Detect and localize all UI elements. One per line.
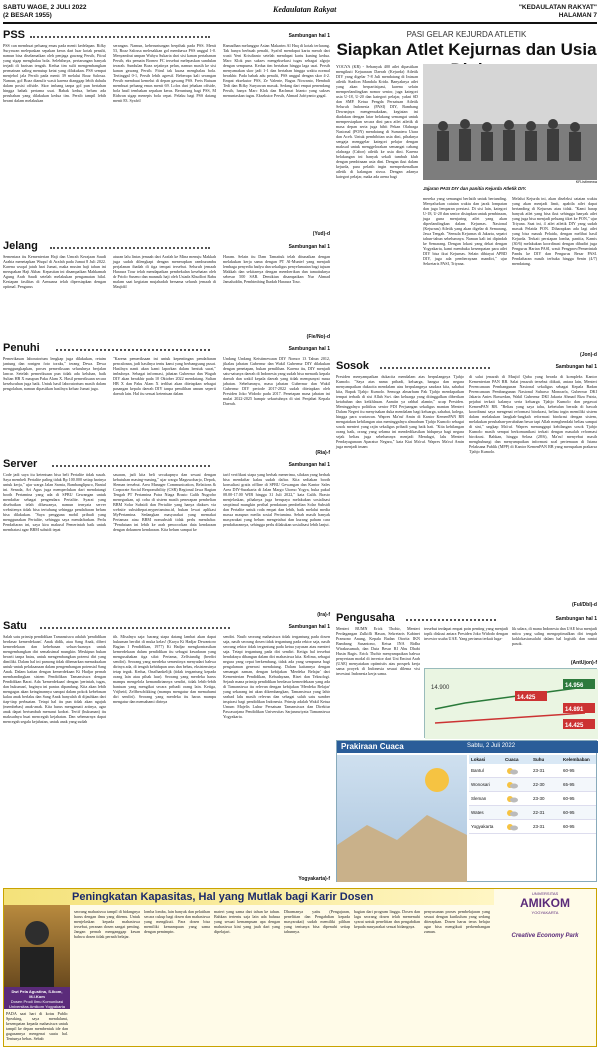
cell-lokasi: Yogyakarta	[471, 824, 494, 829]
table-row	[469, 806, 596, 820]
pss-col-2: serangan. Namun, keberuntungan berpihak pada PSS. Menit 53, Boaz Salossa melesakkan gol membawa PSS unggul 1-0. Menyambut umpan Wahyu Sukarta dari sisi kanan pertahanan Persib, eks pemain Borneo FC tersebut melepaskan sundulan terarah. Sundulan Boaz sejatinya pelan, namun masih ke sisi kanan gawang Persib. Fitrul tak kuasa menghalau bola. Tertinggal 0-1, Persib lebih agresif. Beberapa kali serangan Persib membuat kemelut di depan gawang PSS. Frets Butuan membuat peluang emas menit 69. Lolos dari jebakan offside, bola hasil tembakan sepakan keras. Beruntung bagi PSS, M Ridwan sigap menepis bola cepat. Pelaku bagi PSS datang menit 83. Syafril	[113, 43, 216, 103]
weather-table	[469, 755, 596, 834]
satu-col-3: sendiri. Nasib seorang mahasiswa tidak tergantung pada dosen saja, nasib seorang dosen tidak tergantung pada rektor saja, nasib seorang rektor tidak tergantung pada ketua yayasan atau menteri saja. Tetapi tergantung pada diri sendiri. Ketiga hal tersebut hendaknya dibangun dalam diri mahasiswa kita. Kelima, sebagai negara yang cepat berkembang, tidak ada yang sempurna bagi pengalaman generasi mendatang. Dalam kaitannya dengan semangat zaman, dengan kebijakan 'Merdeka Belajar' dari Kementerian Pendidikan, Kebudayaan, Riset dan Teknologi. Sejauh mana prinsip pendidikan berdasar kemerdekaan yang ada di Tamansiswa itu relevan dengan kebijakan 'Merdeka Belajar' yang sekarang ini akan dikembangkan, Tamansiswa yang lahir seabad lalu masih relevan dan sebagai salah satu sumber inspirasi bagi pendidikan Indonesia. Prinsip adalah Wakil Ketua Umum Majelis Luhur Persatuan Tamansiswa dan Direktur Pascasarjana Pendidikan Universitas Sarjanawiyata Tamansiswa Yogyakarta.	[223, 634, 330, 719]
advertorial	[3, 888, 597, 1047]
ad-slogan: Creative Economy Park	[511, 933, 579, 939]
atlet-col-2: mereka yang semangat berlatih untuk bertanding. Menyalurkan catatan waktu dan jarak lompatan dan juga lemparan prestasi. Di sisi lain, kategori U-18, U-20 dan senior disiapkan untuk pembinaan, juga guna menjaring atlet yang akan diperlandingkan dalam Kejurnas. Nasional (Kejurnas) Atletik yang akan digelar di Semarang, Jawa Tengah. "Semula Kejurnas di Jakarta, sepatri tahun-tahun sebelumnya. Namun kali ini dipindah ke Semarang. Dengan lokasi yang dekat dengan Yogyakarta, kami membuka kesempatan para atlet DIY bisa ikut Kejurnas. Selain dibiayai APBD DIY, juga ada pemberayaan mandiri," ujar Sekretaris PASI, Triyana.	[423, 196, 507, 266]
penuhi-heading: Penuhi	[3, 342, 40, 354]
paper-name: "KEDAULATAN RAKYAT"	[518, 4, 597, 11]
ad-col-5: bagian dari program lingga. Dosen dan lagu seorang dosen telah memenuhi syarat untuk penelitian dan pengabdian kepada masyarakat sesuai bidangnya.	[354, 909, 420, 929]
ad-lead: PADA saat hari di kotas Public Speaking, saya mendalami, kesempatan kepada mahasiswa untuk tampil ke depan membentuk ide dan gagasannya mengenai suatu hal. Tentunya bebas. Sebab	[6, 1011, 68, 1041]
issue-date: SABTU WAGE, 2 JULI 2022	[3, 4, 87, 11]
author-photo	[4, 905, 70, 987]
dotted-rule	[380, 367, 490, 371]
sun-cloud-icon	[505, 764, 533, 777]
byline-tag: (Yud)-d	[312, 231, 330, 237]
byline-tag: (AntUjon)-f	[570, 660, 597, 666]
cell-rh: 60-95	[563, 810, 575, 815]
sun-cloud-icon	[505, 778, 533, 791]
continued-label: Sambungan hal 1	[288, 624, 330, 630]
cell-lokasi: Bantul	[471, 768, 484, 773]
sosok-col-2: di salat jenazah di Masjid Quba yang berada di kompleks Kantor Kementerian PAN RB. Salat jenazah tersebut diikuti, antara lain, Menteri Perencanaan Pembangunan Nasional sekaligus sebagai Kepala Badan Perencanaan Pembangunan Nasional Suharso Monoarfa, Gubernur DKI Jakarta Anies Baswedan, Wakil Gubernur DKI Jakarta Ahmad Riza Patria, pejabat terkait kalanya serta keluarga Tjahjo Kumolo dan pegawai KemenPAN RB. "Beliau yang saya tahu, kebetulan berada di bawah koordinasi saya mengenai reformasi birokrasi, beliau ingin memiliki sistem dalam melakukan langkah-langkah reformasi birokrasi dengan sistem, melakukan perubahan-perubahan besar tapi Allah menghendaki beliau sampai di sini," ungkap Ma'ruf. Wapres menanggapi kehilangan sosok Tjahjo Kumolo masih sempat berkomunikasi terkait dengan masalah reformasi birokrasi. Bahkan, hingga Selasa (28/6), Ma'ruf menyebut masih menghubungi dan menyampaikan informasi soal pertemuan di Istana Pelaksana Publik (MPP) di Kantor KemenPAN RB yang merupakan prakarsa Tjahjo Kumolo.	[469, 374, 597, 454]
continued-label: Sambungan hal 1	[288, 462, 330, 468]
penuhi-col-3: Undang Undang Keistimewaan DIY Nomor 13 Tahun 2012, jikalau jabatan Gubernur dan Wakil Gubernur DIY dilakukan dengan penetapan, bukan pemilihan. Karena itu, DIY menjadi satu-satunya daerah di Indonesia yang sudah bisa menarik kepala daerah dan wakil kepala daerah yang tidak mempunyai masa jabatan. Sebelumnya, masa jabatan Gubernur dan Wakil Gubernur DIY periode 2017-2022 sudah ditetapkan oleh Presiden Joko Widodo pada 2017. Penetapan masa jabatan ini mulai 2022-2025 hampir sekurtuhnya di sini Penjabat Kepala Daerah.	[223, 356, 330, 406]
server-heading: Server	[3, 458, 38, 470]
continued-label: Sambungan hal 1	[555, 364, 597, 370]
value-label: 14.956	[565, 683, 584, 689]
col-cuaca: Cuaca	[505, 757, 519, 762]
byline-tag: Yogyakarta)-f	[298, 876, 330, 882]
continued-label: Sambungan hal 1	[288, 244, 330, 250]
col-suhu: Suhu	[533, 757, 545, 762]
value-label: 14.891	[565, 707, 584, 713]
masthead: Kedaulatan Rakyat	[273, 5, 337, 14]
person-icon	[4, 905, 70, 987]
cell-rh: 60-95	[563, 768, 575, 773]
jelang-heading: Jelang	[3, 240, 38, 252]
cell-suhu: 23-31	[533, 824, 545, 829]
ad-col-4: Dharmanya yaitu (Pengajaran, penelitian dan Pengabdian kepada masyarakat) sudah memiliki pilihan yang tentunya bisa dipenuhi setiap tahunnya.	[284, 909, 350, 934]
byline-tag: (Fie/No)-d	[306, 334, 330, 340]
continued-label: Sambungan hal 1	[288, 346, 330, 352]
cell-lokasi: Wates	[471, 810, 484, 815]
dotted-rule	[56, 349, 210, 353]
weather-box	[336, 740, 597, 882]
pengusaha-col-1: Menteri BUMN Erick Thohir, Menteri Perdagangan Zulkifli Hasan, Sekretaris Kabinet Pramono Anung, Kepala Badan Otorita IKN Bambang Susantono, Ketua INA Ridha Wirakusumah, dan Duta Besar RI Abu Dhabi Husin Bagis. Erick Thohir menyampaikan bahwa penyertaan modal di investor dari Uni Emirat Arab (UAE) menyatakan optimistis atas prospek kerja sama proyek di Indonesia sesuai dilema visi investasi Indonesia kerja sama.	[336, 626, 420, 676]
col-lokasi: Lokasi	[471, 757, 486, 762]
pss-col-1: PSS can membuat peluang emas pada menit kedelapan. Rifky Suryawan melepaskan sepakan keras dari luar kotak penalti, namun bisa diselamatkan oleh penjaga gawang Persib, Fitrul yang sigap menghalau bola. Selebihnya, pertarungan banyak terjadi di barisan tengah. Kedua tim sulit mengembangkan permainan saling menutup ketat yang dilakukan. PSS sempat menjebol jala Persib pada menit 39 melalui Boaz Salossa. Namun, gol Boaz dianulir wasit karena dianggap lebih dahulu dalam posisi offside. Skor imbang tanpa gol pun bertahan hingga babak pertama usai. Babak kedua, belum ada perubahan yang dilakukan kedua tim. Persib tampil lebih berani dalam melakukan	[3, 43, 106, 103]
server-col-3: tarif verifikasi siapa yang berhak menerima, silakan yang berhak bisa mendaftar kalau sudah daftar. Kita sediakan booth konsultasi gratis offline di SPBU Gewangan dan Kantor Sales Area DIY-Surakarta di Jalan Margo Utomo Yogya, buka pukul 08.00-17.00 WIB hingga 31 Juli 2022," kata Galih. Brasto menjelaskan, pihaknya juga berupaya melakukan sosialisasi seoptimal mungkin perihal pendataan pembelian Solar Subsidi dan Pertalite untuk roda empat dan lebih, baik melalui media massa maupun media sosial Pertamina. Sebab masih banyak masyarakat yang belum mengetahui dan kurang paham cara pendaftarannya, sehingga perlu dilakukan sosialisasi lebih lanjut.	[223, 472, 330, 527]
server-col-2: sasaran, jadi kita beli secukupnya dan sesuai dengan kebutuhan masing-masing," ujar warga Maguwoharjo, Depok, Sleman tersebut. Area Manager Communication, Relations & Corporate Social Responsibility (CSR) Regional Jawa Bagian Tengah PT Pertamina Patra Niaga Brasto Galih Nugroho menegaskan, uji coba di sistem masih penerapan pembelian BBM Solar Subsidi dan Pertalite yang hanya diakses via website subsidtepat.mypertamina.id, bukan lewat aplikasi MyPertamina. Sedangkan masyarakat yang memakai Pertamax atau BBM nonsubsidi tidak perlu mendaftar. "Pendataan ini lebih ke arah pencocokan data kendaraan dengan dokumen kendaraan. Kita belum sampai ke	[113, 472, 216, 532]
page-number: HALAMAN 7	[558, 12, 597, 19]
penuhi-col-1: Pemerikasan laboratorium lengkap juga dilakukan, retaim jantung dan rontgen foto toraks," terang Dewa. Dewa menggungkapkan, proses pemeriksaan seluruhnya berjalan lancar. Setelah pemeriksaan pun tidak ada keluhan, baik Sultan HB X maupun Paku Alam X. Hasil pemeriksaan secara keseluruhan juga baik. Untuk hasil laboratorium masih dalam pengolahan, namun dipastikan hasilnya keluar Jumat juga.	[3, 356, 106, 391]
pss-col-3: Ramadhan melanggar Asian Makarim Al Haq di kotak terlarang. Tak hanya berbuah penalti, Syafril mendapat kartu merah dari wasit Yeni Krisdianto setelah mendapat kartu kuning kedua. Marc Klok pun sukses mengeksekusi tugas sebagai algojo dengan sempurna. Kedua tim bertahan hingga laga usai. Persib menyamakan skor jadi 1-1 dan bertahan hingga waktu normal berakhir. Pada babak adu penalti, PSS unggul dengan skor 4-2. Empat eksekutor PSS, Ze Valente, Bagus Nirwanto, Hembali Tedi dan Rifky Suryawan masuk. Sedang dari empat penendang Persib, hanya Marc Klok dan Rachmat Irianto yang sukses menuntaskan tugas. Eksekutor Persib, Ahmad Jufriyanto gagal.	[223, 43, 330, 98]
continued-label: Sambungan hal 1	[555, 616, 597, 622]
atlet-photo	[423, 64, 597, 180]
atlet-headline: Siapkan Atlet Kejurnas dan Usia	[336, 40, 597, 59]
byline-tag: (Ria)-f	[315, 450, 330, 456]
dotted-rule	[50, 247, 210, 251]
cell-suhu: 22-31	[533, 810, 545, 815]
ad-col-6: penyusunan proses pembelajaran yang sesuai dengan kurikulum yang sedang diterapkan. Dosen harus terus belajar agar bisa mengikuti perkembangan zaman.	[424, 909, 490, 934]
table-row	[469, 792, 596, 806]
dotted-rule	[406, 619, 496, 623]
server-col-1: Code jadi saya itu ketentuan bisa beli Pertalite tidak susah. Saya membeli Pertalite paling tidak Rp 100.000 setiap harinya untuk kerja," ujar warga Jalan Sarnia, Bambanglipuro, Bantul ini. Senada, Ari Agus juga memperlukan dari mendatangi booth Pertamina yang ada di SPBU Gewangan untuk mendaftar sebagai pengendara Pertalite. Syarat yang disebutkan telah dibawanya, namun ternyata server websitenya tidak bisa tertuhung sehingga pendaftaran belum bisa dilakukan. "Saya pengguna mobil pribadi yang menggunakan Pertalite, sehingga saya mendaftarkan. Perlu Pendaftaran ini, saya kira makusd Pemerintah baik untuk membatasi agar BBM subsidi tepat	[3, 472, 106, 532]
cell-suhu: 23-31	[533, 768, 545, 773]
pss-heading: PSS	[3, 29, 26, 41]
tick-label: 14.900	[431, 685, 450, 691]
jelang-col-3: Haram. Selain itu Dam Tamattuk telah ditunaikan dengan melakukan kerja sama dengan PT Al-Munief yang menjadi lembaga penyedia hadyu dan sekaligus penyelamatan bagi tujuan Makkah dan sekitarnya dengan memberikan dan tamattuknya sebesar 500 SAR. Demikian disampaikan Nur Ahmad Jamaluddin, Pembimbing Ibadah Haraura Tour.	[223, 254, 330, 284]
satu-col-2: tih. Misalnya saja: barang siapa datang lambat akan dapat hukuman berdiri di muka kelas! (Karya Ki Hadjar Dewantoro Bagian I Pendidikan, 1977) Ki Hadjar mengkontrasikan kemerdekaan dalam pendidikan itu sebagai kesadaran yang mengusahakan tiga sifat: Pertama, Zelfstandig (berdiri sendiri). Seorang yang merdeka semestinya menyadari bahwa dirinya ada, di tengah kehidupan arus dan bebas, eksistensinya tetap tegak. Kedua, Onafhankelijk (tidak tergantung kepada orang lain atau pihak luar). Seorang yang merdeka harus mampu mengelola kemandiriannya sendiri, tidak lebih-lebih bantuan yang mengikat secara pribadi orang lain. Ketiga, Vrijheid, Zelfbeschikking (mampu mengatur dan memahami diri sendiri). Seorang yang merdeka itu harus mampu mengatur dan memahami dirinya	[113, 634, 216, 704]
issue-date-javanese: (2 BESAR 1955)	[3, 12, 52, 19]
logo-text: AMIKOM	[520, 896, 570, 910]
jelang-col-2: aturan lalu lintas jemaah dari Arafah ke Mina menuju Makkah juga sudah dilengkapi dengan menerapkan ramburambu perjalanan ibadah di tiga tempat tersebut. Seluruh jemaah Haraura Tour telah mendapatkan pembekalan kesehatan oleh dr Priolo Suseno dan manasik haji oleh Ustadz Khudlori Rabu malam saat kegiatan mujahadah bersama seluruh jemaah di Masjidil	[113, 254, 216, 289]
page-header	[3, 2, 597, 24]
atlet-col-1: YOGYA (KR) - Sebanyak 400 atlet dipastikan mengikuti Kejuaraan Daerah (Kejurda) Atletik DIY yang digelar 7-8 Juli mendatang di Intasan atletik Stadion Mandala Krida. Banyaknya atlet yang akan berpartisipasi, karena selain memperlandingkan nomor senior, juga kategori usia U-18, U-20 dan kategori pelajar, yakni SD dan SMP. Ketua Pengda Persatuan Atletik Seluruh Indonesia (PASI) DIY, Bambang Dewanjaya mengemukakan, kegiatan ini diadakan dengan latar belakang semangat untuk mempersiapkan secara dini para atlet atletik di masa depan serta juga bibit Pekan Olahraga Nasional (PON) mendatang di Sumatera Utara dan Aceh. Untuk pembibitan usia dini, pihaknya sengaja menggelar kategori pelajar dengan maksud untuk menggelorakan semangat cabang olahraga (Cabor) atletik ke usia dini. Karena belakangan ini banyak sekali tumbuh klub dengan pembinaan usia dini. Dengan ikut dalam kejurda, para pelatih ingin memperkenalkan atletik di kalangan siswa. Dengan adanya kategori pelajar, maka ada arena bagi	[336, 64, 418, 179]
photo-credit: KR-istimewa	[575, 180, 597, 184]
header-rule	[3, 22, 597, 24]
ad-col-2: lomba lomba, lain banyak dan pelatihan secara cukup bagi dosen dan mahasiswa yang mengikuti. Para dosen bisa memiliki kemampuan yang sama dengan pemimpin.	[144, 909, 210, 934]
table-row	[469, 764, 596, 778]
rupiah-chart	[424, 668, 597, 738]
penuhi-col-2: "Karena pemeriksaan ini untuk kepentingan pendaftaran pencalonan, jadi hasilnya tentu kami yang berbangsung pusat. Hasilnya nanti akan kami laporkan dalam bentuk surat," imbuhnya. Sebagai informasi, jabatan Gubernur dan Wagub DIY akan berakhir pada 10 Oktober 2022 mendatang. Sultan HB X dan Paku Alam X terlihat akan ditetapkan sebagai pasangan kepala daerah DIY tanpa pemilihan umum seperti daerah lain. Hal itu sesuai ketentuan dalam	[113, 356, 216, 396]
table-header	[469, 755, 596, 764]
col-rh: Kelembaban	[563, 757, 590, 762]
cell-lokasi: Wonosari	[471, 782, 490, 787]
atlet-kicker: PASI GELAR KEJURDA ATLETIK	[406, 30, 527, 39]
table-row	[469, 778, 596, 792]
sun-cloud-icon	[505, 792, 533, 805]
weather-title: Prakiraan Cuaca	[341, 742, 404, 751]
sun-cloud-icon	[505, 820, 533, 833]
ad-col-3: materi yang sama dari tahun ke tahun. Bahkan tertentu saja lain ada bahasa yang sesuai kemampuan apa dengan mahasiswa kini yang jauh dari yang dipelajari.	[214, 909, 280, 934]
satu-col-1: Salah satu prinsip pendidikan Tamansiswa adalah 'pendidikan berdasar kemerdekaan'. Anak didik, atau Sang Anak, diberi kemerdekaan dan kebebasan seluas-luasnya untuk mengembangkan diri semaksimal mungkin. Meskipun bukan berarti tanpa batas, untuk mengembangkan potensi diri yang dimiliki. Dalam hal ini pamong tidak dibenarkan memaksakan untuk-untuk pelaksanaan dalam pengembangan potensial Sang Anak. Dalam kaitan dengan kemerdekaan Ki Hadjar pernah membandingkan sistem Pendidikan Tamansiswa dengan Pendidikan Barat. Ada 'kemerdekaan' dengan 'perintah, tugas, dan hukuman', baginya ini pantas dipandang. Kita akan lebih mengagas akan keinginannya sampai dalam pokok kebebasan kalau anak berlaku dan Sang Anak hanyalah di dijauhkan dari tiap-tiap perbuatan. Tetapi hal itu pun tidak akan ngajuk (membebas) anak-anak. Kita harus mengamati artinya, agar anak dapat bertumbuh menurut kodrat. Tertif (hukuman) itu maksudnya buat mencegah kejahatan. Dan sebenarnya dapat mencegah segala kejahatan, untuk anak yang sudah	[3, 634, 106, 724]
pengusaha-col-2: tersebut terdapat empat poin penting yang menjadi topik diskusi antara Presiden Joko Widodo dengan investor usaha UAE. Yang pertama terkait luga-	[424, 626, 508, 641]
line-chart	[425, 669, 598, 739]
logo-city: YOGYAKARTA	[531, 910, 559, 915]
continued-label: Sambungan hal 1	[288, 33, 330, 39]
cell-suhu: 23-30	[533, 796, 545, 801]
byline-tag: (Ira)-f	[317, 612, 330, 618]
cell-rh: 65-95	[563, 782, 575, 787]
cell-lokasi: Sleman	[471, 796, 487, 801]
value-label: 14.425	[565, 723, 584, 729]
sosok-heading: Sosok	[336, 360, 370, 372]
dotted-rule	[30, 36, 210, 40]
group-photo-icon	[423, 64, 597, 180]
photo-caption: Jajaran PASI DIY dan panitia Kejurda Atletik DIY.	[423, 186, 527, 191]
cell-suhu: 22-30	[533, 782, 545, 787]
amikom-logo	[496, 891, 594, 931]
weather-date: Sabtu, 2 Juli 2022	[467, 743, 516, 749]
sun-cloud-icon	[505, 806, 533, 819]
cell-rh: 60-95	[563, 796, 575, 801]
byline-tag: (Jon)-d	[580, 352, 597, 358]
logo-univ: UNIVERSITAS	[531, 891, 559, 896]
weather-map	[337, 755, 467, 882]
value-label: 14.425	[517, 695, 536, 701]
satu-heading: Satu	[3, 620, 27, 632]
author-role: Dosen Prodi Ilmu Komunikasi Universitas Amikom Yogyakarta	[8, 999, 66, 1009]
cell-rh: 60-95	[563, 824, 575, 829]
pengusaha-col-3: lik udara, di mana Indonesia dan UAE bisa menjadi mitra yang saling mengoptimalkan diri tengah koklokasiassalahi dalam hal logistik dan rantai pasok.	[512, 626, 597, 646]
byline-tag: (Ful/Dbl)-d	[572, 602, 597, 608]
atlet-col-3: Melalui Kejurda ini, akan diseleksi catatan waktu yang akan menjadi limit, apabila atlet dapat bertanding di Kejurnas atau tidak. "Kami harap banyak atlet yang bisa ikut sehingga banyak atlet yang juga bisa menjadi peluang tiket ke PON," ujar Triyana. Saat ini, 4 atlet atletik DIY yang sudah masuk Pelatda PON. Diharapkan ada lagi atlet yang bisa masuk Pelatda, dengan melihat hasil Kejurda. Terkait persiapan lomba, panitia, Kamis (30/6) melakukan koordinasi dengan dihadiri juga Pengurus Harian PASI, wasit Pengprov/Pemerintah Pandu ke DIY dan Pengurus Besar PASI. Pendaftaran masih terbuka hingga Senin (4/7) mendatang.	[512, 196, 597, 266]
dry-landscape-icon	[337, 755, 467, 882]
pengusaha-heading: Pengusaha	[336, 612, 395, 624]
ad-col-1: seorang mahasiswa tampil di bidangnya harus dengan ilmu yang ditemu. Untuk menjelaskan kepada mahasiswa tersebut, peranan dosen sangat penting. Jangan pernah menganggap kesan bahwa dosen tidak pernah belajar.	[74, 909, 140, 939]
dotted-rule	[40, 627, 230, 631]
table-row	[469, 820, 596, 834]
author-name: Dwi Pela Agustina, S.Ikom, M.I.Kom	[11, 989, 63, 999]
dotted-rule	[52, 465, 210, 469]
sosok-col-1: Presiden menyampaikan dukacita mendalam atas berpulangnya Tjahjo Kumolo. "Saya atas nama pribadi, keluarga, bangsa dan negara menyampaikan dukacita mendalam atas berpulangnya saudara kita, sahabat kita, Bapak Tjahjo Kumolo. Semoga almarhum Pak Tjahjo mendapatkan tempat terbaik di sisi Allah Swt. dan keluarga yang ditinggalkan diberikan ketabahan dan keikhlasan. Aamiin ya rabbal alamin," ucap Presiden. Meninggalnya politikus senior PDI Perjuangan sekaligus mantan Menteri Dalam Negeri itu menyisakan duka mendalam bagi keluarga, sahabat, kolega, hingga para wartawan. Wapres Ma'ruf Amin di Kantor KemenPAN RB mengatakan kehilangan atas meninggalnya almarhum Tjahjo Kumolo sebagai sosok menteri yang rajin sekaligus pribadi yang baik hati. "Kita kehilangan orang baik, orang yang selama ini mendedikasikan hidupnya bagi negara sejak beliau juga sebelumnya menjadi Mendagri, lalu Menteri Pendayagunaan Aparatur Negara," kata Kiai Ma'ruf. Wapres Ma'ruf Amin juga menjadi imam	[336, 374, 464, 449]
jelang-col-1: Sementara itu Kementerian Haji dan Umrah Kerajaan Saudi Arabia menetapkan Wuquf di Arafah pada Jumat 8 Juli 2022. Karena wuquf jatuh hari Jumat, maka musim haji tahun ini merupakan Haji Akbar. Kepastian ini disampaikan Mahkamah Agung Arab Saudi setelah melakukan pengamatan hilal. Kesiapan fasilitas di Armuzna telah dipersiapkan dengan optimal. Pengurus	[3, 254, 106, 289]
ad-headline: Peningkatan Kapasitas, Hal yang Mutlak bagi Karir Dosen	[72, 891, 374, 903]
